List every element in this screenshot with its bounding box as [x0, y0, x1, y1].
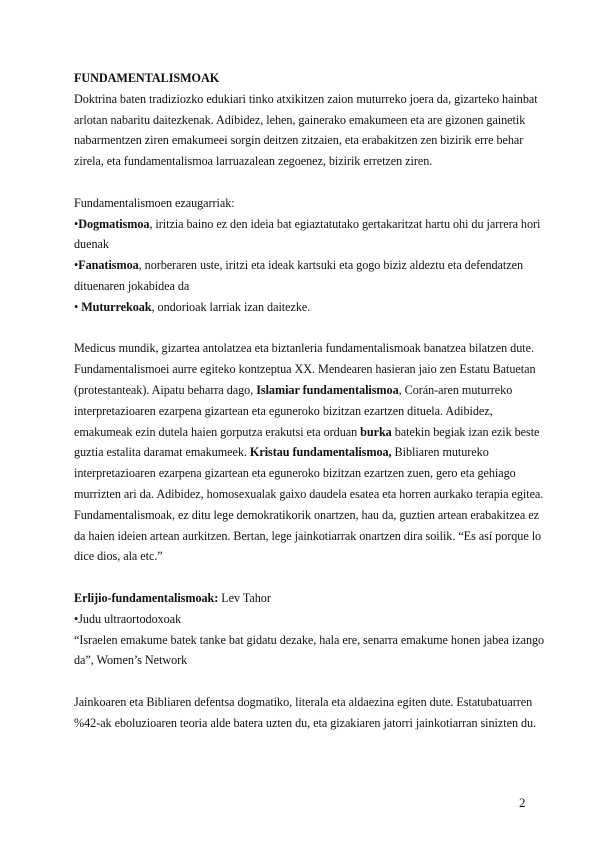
- feature-term: Fanatismoa: [78, 258, 139, 273]
- religious-label: Erlijio-fundamentalismoak:: [74, 590, 219, 605]
- democracy-paragraph: Fundamentalismoak, ez ditu lege demokratikorik onartzen, hau da, guztien artean erabakitzea ez da haien ideien artean aurkitzen. Bertan, lege jainkotiarrak onartzen dira soilik. “Es así porque lo dice dios, ala etc.”: [74, 507, 542, 564]
- christian-fundamentalism-term: Kristau fundamentalismoa,: [249, 445, 392, 460]
- feature-term: Dogmatismoa: [78, 216, 150, 231]
- feature-item-extremism: [74, 297, 552, 318]
- intro-paragraph: Doktrina baten tradiziozko edukiari tinko atxikitzen zaion muturreko joera da, gizarteko hainbat arlotan nabaritu daitezkenak. Adibidez, lehen, gainerako emakumeen eta are gizonen gainetik nabarmentzen ziren emakumeei sorgin deitzen zitzaien, eta erabakitzen zen bizirik erre behar zirela, eta fundamentalismoa larruazalean zegoenez, bizirik erretzen ziren.: [74, 91, 538, 169]
- spacer: [74, 567, 552, 588]
- burka-term: burka: [360, 424, 392, 439]
- text-run: Bibliaren mutureko interpretazioaren ezarpena gizartean eta eguneroko bizitzan ezartzen zuen, gero eta gehiago murrizten ari da. Adibidez, homosexualak gaixo daudela esatea eta horren aurkako terapia egitea.: [74, 445, 544, 501]
- spacer: [74, 318, 552, 339]
- islamic-fundamentalism-term: Islamiar fundamentalismoa: [256, 382, 399, 397]
- feature-item-dogmatism: [74, 214, 552, 256]
- spacer: [74, 172, 552, 193]
- text-run: , Corán-aren muturreko interpretazioaren ezarpena gizartean eta eguneroko bizitzan ezartzen dituela. Adibidez, emakumeak ezin dutela haien gorputza erakutsi eta orduan: [74, 382, 513, 439]
- text-run: Medicus mundik, gizartea antolatzea eta biztanleria fundamentalismoak banatzea bilatzen dute. Fundamentalismoei aurre egiteko kontzeptua XX. Mendearen hasieran jaio zen Estatu Batuetan (protestanteak). Aipatu beharra dago,: [74, 341, 536, 397]
- text-run: batekin begiak izan ezik beste guztia estalita daramat emakumeek.: [74, 424, 540, 460]
- document-title: FUNDAMENTALISMOAK: [74, 71, 220, 85]
- feature-text: , norberaren uste, iritzi eta ideak kartsuki eta gogo biziz aldeztu eta defendatzen dituenaren jokabidea da: [74, 258, 523, 293]
- israel-quote: “Israelen emakume batek tanke bat gidatu dezake, hala ere, senarra emakume honen jabea izango da”, Women’s Network: [74, 632, 545, 668]
- religious-value: Lev Tahor: [218, 590, 271, 605]
- feature-text: , iritzia baino ez den ideia bat egiaztatutako gertakaritzat hartu ohi du jarrera hori duenak: [74, 216, 541, 252]
- ultraorthodox-item: •Judu ultraortodoxoak: [74, 611, 182, 626]
- page-number: 2: [519, 795, 526, 810]
- religious-fundamentalism-line: [74, 588, 552, 609]
- feature-item-fanaticism: [74, 255, 552, 297]
- bullet: •: [74, 299, 82, 314]
- spacer: [74, 671, 552, 692]
- feature-text: , ondorioak larriak izan daitezke.: [151, 299, 311, 314]
- bullet: •: [74, 258, 79, 273]
- bullet: •: [74, 216, 79, 231]
- feature-term: Muturrekoak: [81, 299, 152, 314]
- fundamentalism-types-paragraph: [74, 338, 552, 504]
- closing-paragraph: Jainkoaren eta Bibliaren defentsa dogmatiko, literala eta aldaezina egiten dute. Estatubatuarren %42-ak eboluzioaren teoria alde batera uzten du, eta gizakiaren jatorri jainkotiarran sinizten du.: [74, 694, 537, 730]
- document-body: [74, 68, 552, 734]
- features-heading: Fundamentalismoen ezaugarriak:: [74, 195, 235, 210]
